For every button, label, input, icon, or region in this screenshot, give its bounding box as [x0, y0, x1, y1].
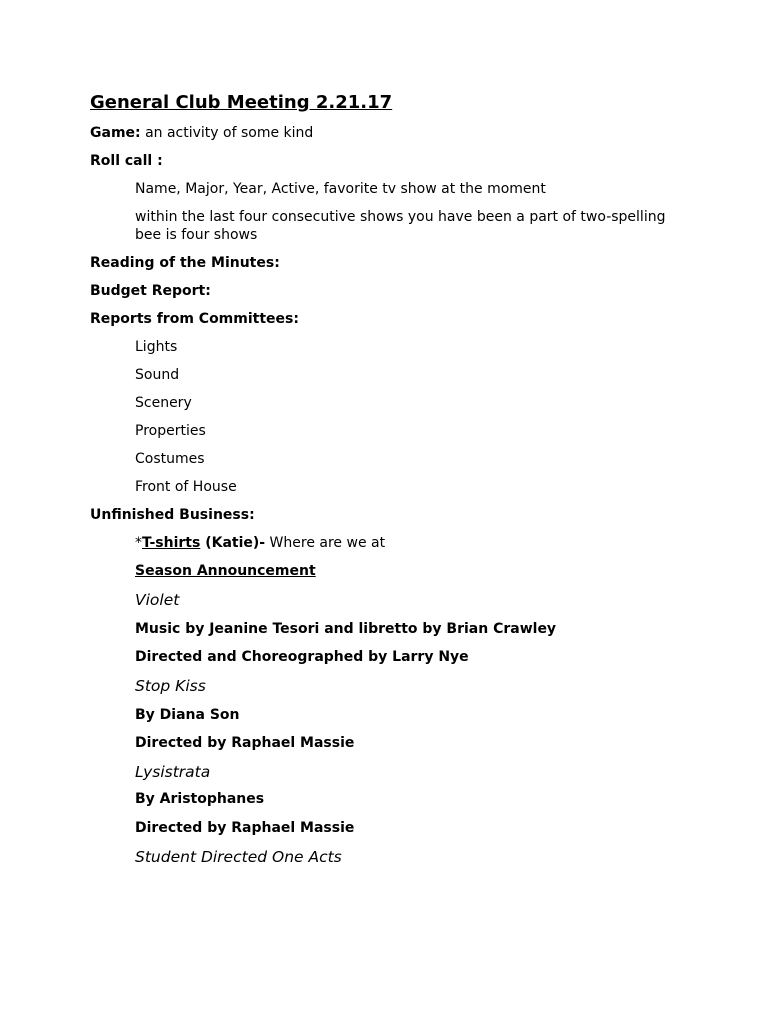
show-title: Violet: [135, 591, 180, 609]
roll-call-line-1: Name, Major, Year, Active, favorite tv show at the moment: [135, 181, 546, 197]
tshirts-prefix: *: [135, 535, 142, 551]
game-label: Game:: [90, 125, 141, 141]
show-title: Student Directed One Acts: [135, 848, 342, 866]
committee-item: Sound: [135, 367, 180, 383]
roll-call-line-2: within the last four consecutive shows you have been a part of two-spelling bee is four shows: [135, 209, 666, 243]
tshirts-heading: T-shirts: [142, 535, 201, 551]
committees-label: Reports from Committees:: [90, 311, 299, 327]
tshirts-owner: (Katie)-: [200, 535, 266, 551]
show-credit: Directed by Raphael Massie: [135, 735, 355, 751]
committee-item: Scenery: [135, 395, 192, 411]
roll-call-label: Roll call :: [90, 153, 163, 169]
reading-minutes-label: Reading of the Minutes:: [90, 255, 280, 271]
tshirts-note: Where are we at: [265, 535, 386, 551]
show-title: Stop Kiss: [135, 677, 206, 695]
show-credit: By Diana Son: [135, 707, 240, 723]
committee-item: Lights: [135, 339, 178, 355]
tshirts-item: [135, 534, 385, 552]
committee-item: Costumes: [135, 451, 205, 467]
show-title: Lysistrata: [135, 763, 211, 781]
unfinished-business-label: Unfinished Business:: [90, 507, 255, 523]
season-announcement-heading: Season Announcement: [135, 563, 316, 579]
show-credit: By Aristophanes: [135, 791, 265, 807]
budget-report-label: Budget Report:: [90, 283, 211, 299]
show-credit: Directed by Raphael Massie: [135, 820, 355, 836]
game-value: an activity of some kind: [140, 125, 314, 141]
show-credit: Directed and Choreographed by Larry Nye: [135, 649, 469, 665]
page-title: General Club Meeting 2.21.17: [90, 92, 393, 113]
committee-item: Front of House: [135, 479, 237, 495]
show-credit: Music by Jeanine Tesori and libretto by Brian Crawley: [135, 621, 557, 637]
committee-item: Properties: [135, 423, 206, 439]
game-item: [90, 124, 313, 142]
